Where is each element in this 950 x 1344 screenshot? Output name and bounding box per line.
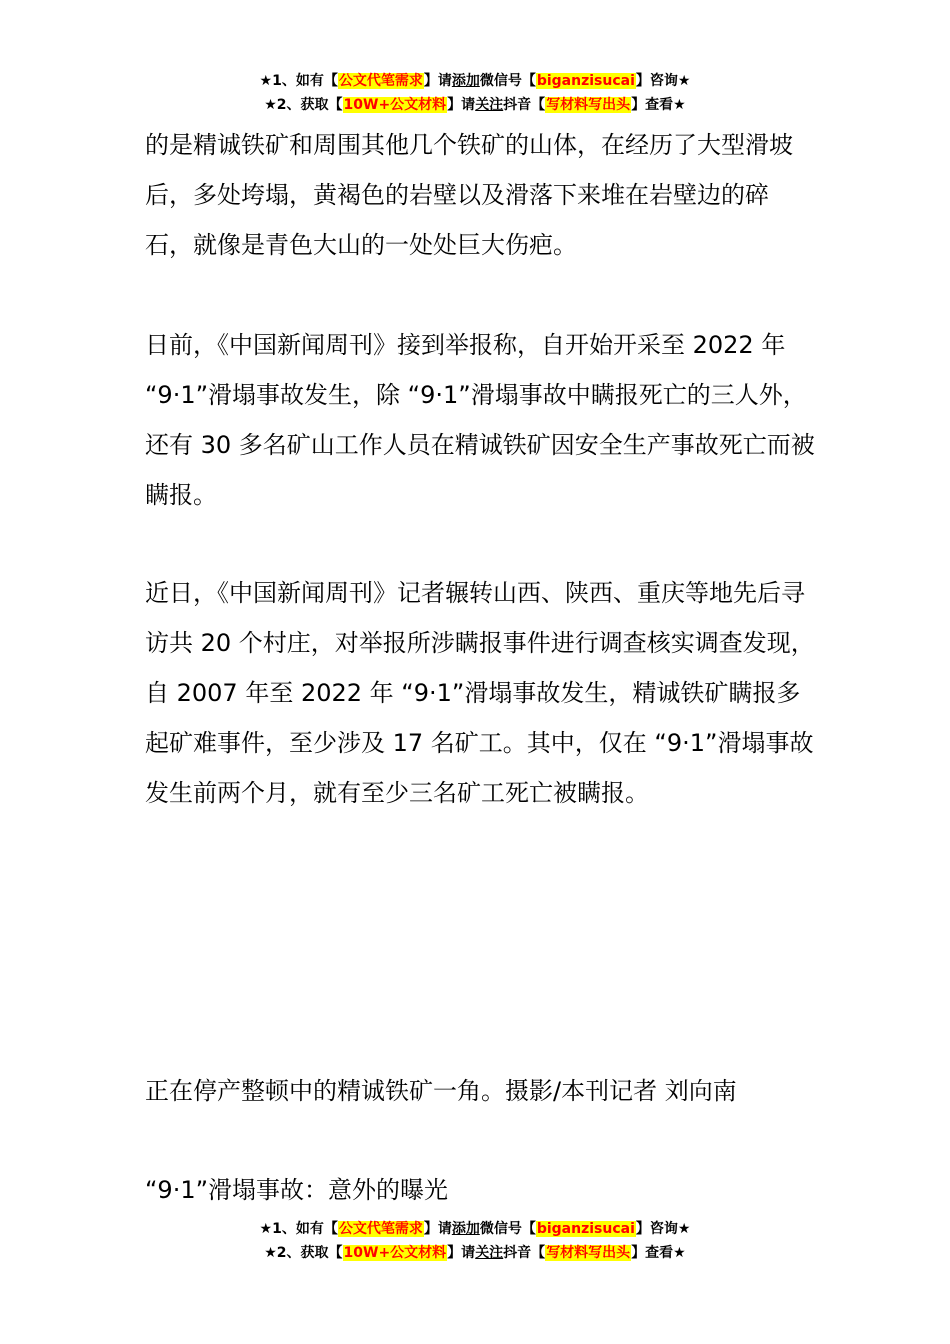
banner-line-1-mid1: 】请 [423,1221,452,1237]
header-banner [0,70,950,118]
paragraph-text: 的是精诚铁矿和周围其他几个铁矿的山体，在经历了大型滑坡后，多处垮塌，黄褐色的岩壁以及滑落下来堆在岩壁边的碎石，就像是青色大山的一处处巨大伤疤。 [145,131,793,259]
section-heading [145,1165,815,1215]
banner-highlight-service: 公文代笔需求 [338,1221,423,1237]
banner-line-2-mid2: 抖音【 [503,1245,546,1261]
banner-line-1-suffix: 】咨询★ [635,1221,691,1237]
photo-caption [145,1066,815,1116]
banner-highlight-wechat-id: biganzisucai [536,1221,635,1237]
article-paragraph-3 [145,568,815,818]
banner-underlined-follow: 关注 [475,1245,504,1261]
banner-line-2-suffix: 】查看★ [631,1245,686,1261]
banner-line-2-suffix: 】查看★ [631,97,686,113]
banner-line-2-mid1: 】请 [447,1245,476,1261]
banner-highlight-materials: 10W+公文材料 [343,97,447,113]
banner-line-2-prefix: ★2、获取【 [264,1245,343,1261]
banner-line-2 [0,1242,950,1266]
banner-line-2-prefix: ★2、获取【 [264,97,343,113]
banner-underlined-add: 添加 [451,1221,480,1237]
caption-text: 正在停产整顿中的精诚铁矿一角。摄影/本刊记者 刘向南 [145,1077,737,1105]
banner-underlined-add: 添加 [451,73,480,89]
banner-highlight-wechat-id: biganzisucai [536,73,635,89]
banner-line-1-mid2: 微信号【 [479,1221,536,1237]
banner-underlined-follow: 关注 [475,97,504,113]
section-heading-text: “9·1”滑塌事故：意外的曝光 [145,1176,449,1204]
banner-line-2-mid2: 抖音【 [503,97,546,113]
banner-line-1-mid1: 】请 [423,73,452,89]
banner-highlight-materials: 10W+公文材料 [343,1245,447,1261]
banner-highlight-douyin-account: 写材料写出头 [546,97,631,113]
article-paragraph-1 [145,120,815,270]
banner-line-2-mid1: 】请 [447,97,476,113]
banner-line-1 [0,1218,950,1242]
footer-banner [0,1218,950,1266]
banner-line-1-prefix: ★1、如有【 [259,73,338,89]
banner-line-1-suffix: 】咨询★ [635,73,691,89]
paragraph-text: 日前，《中国新闻周刊》接到举报称，自开始开采至 2022 年 “9·1”滑塌事故发生，除 “9·1”滑塌事故中瞒报死亡的三人外，还有 30 多名矿山工作人员在精诚铁矿因安全生产事故死亡而被瞒报。 [145,331,815,509]
banner-line-1-prefix: ★1、如有【 [259,1221,338,1237]
banner-line-1-mid2: 微信号【 [479,73,536,89]
banner-line-1 [0,70,950,94]
banner-line-2 [0,94,950,118]
article-paragraph-2 [145,320,815,520]
paragraph-text: 近日，《中国新闻周刊》记者辗转山西、陕西、重庆等地先后寻访共 20 个村庄，对举报所涉瞒报事件进行调查核实调查发现，自 2007 年至 2022 年 “9·1”滑塌事故发生，精诚铁矿瞒报多起矿难事件，至少涉及 17 名矿工。其中，仅在 “9·1”滑塌事故发生前两个月，就有至少三名矿工死亡被瞒报。 [145,579,815,807]
banner-highlight-service: 公文代笔需求 [338,73,423,89]
banner-highlight-douyin-account: 写材料写出头 [546,1245,631,1261]
